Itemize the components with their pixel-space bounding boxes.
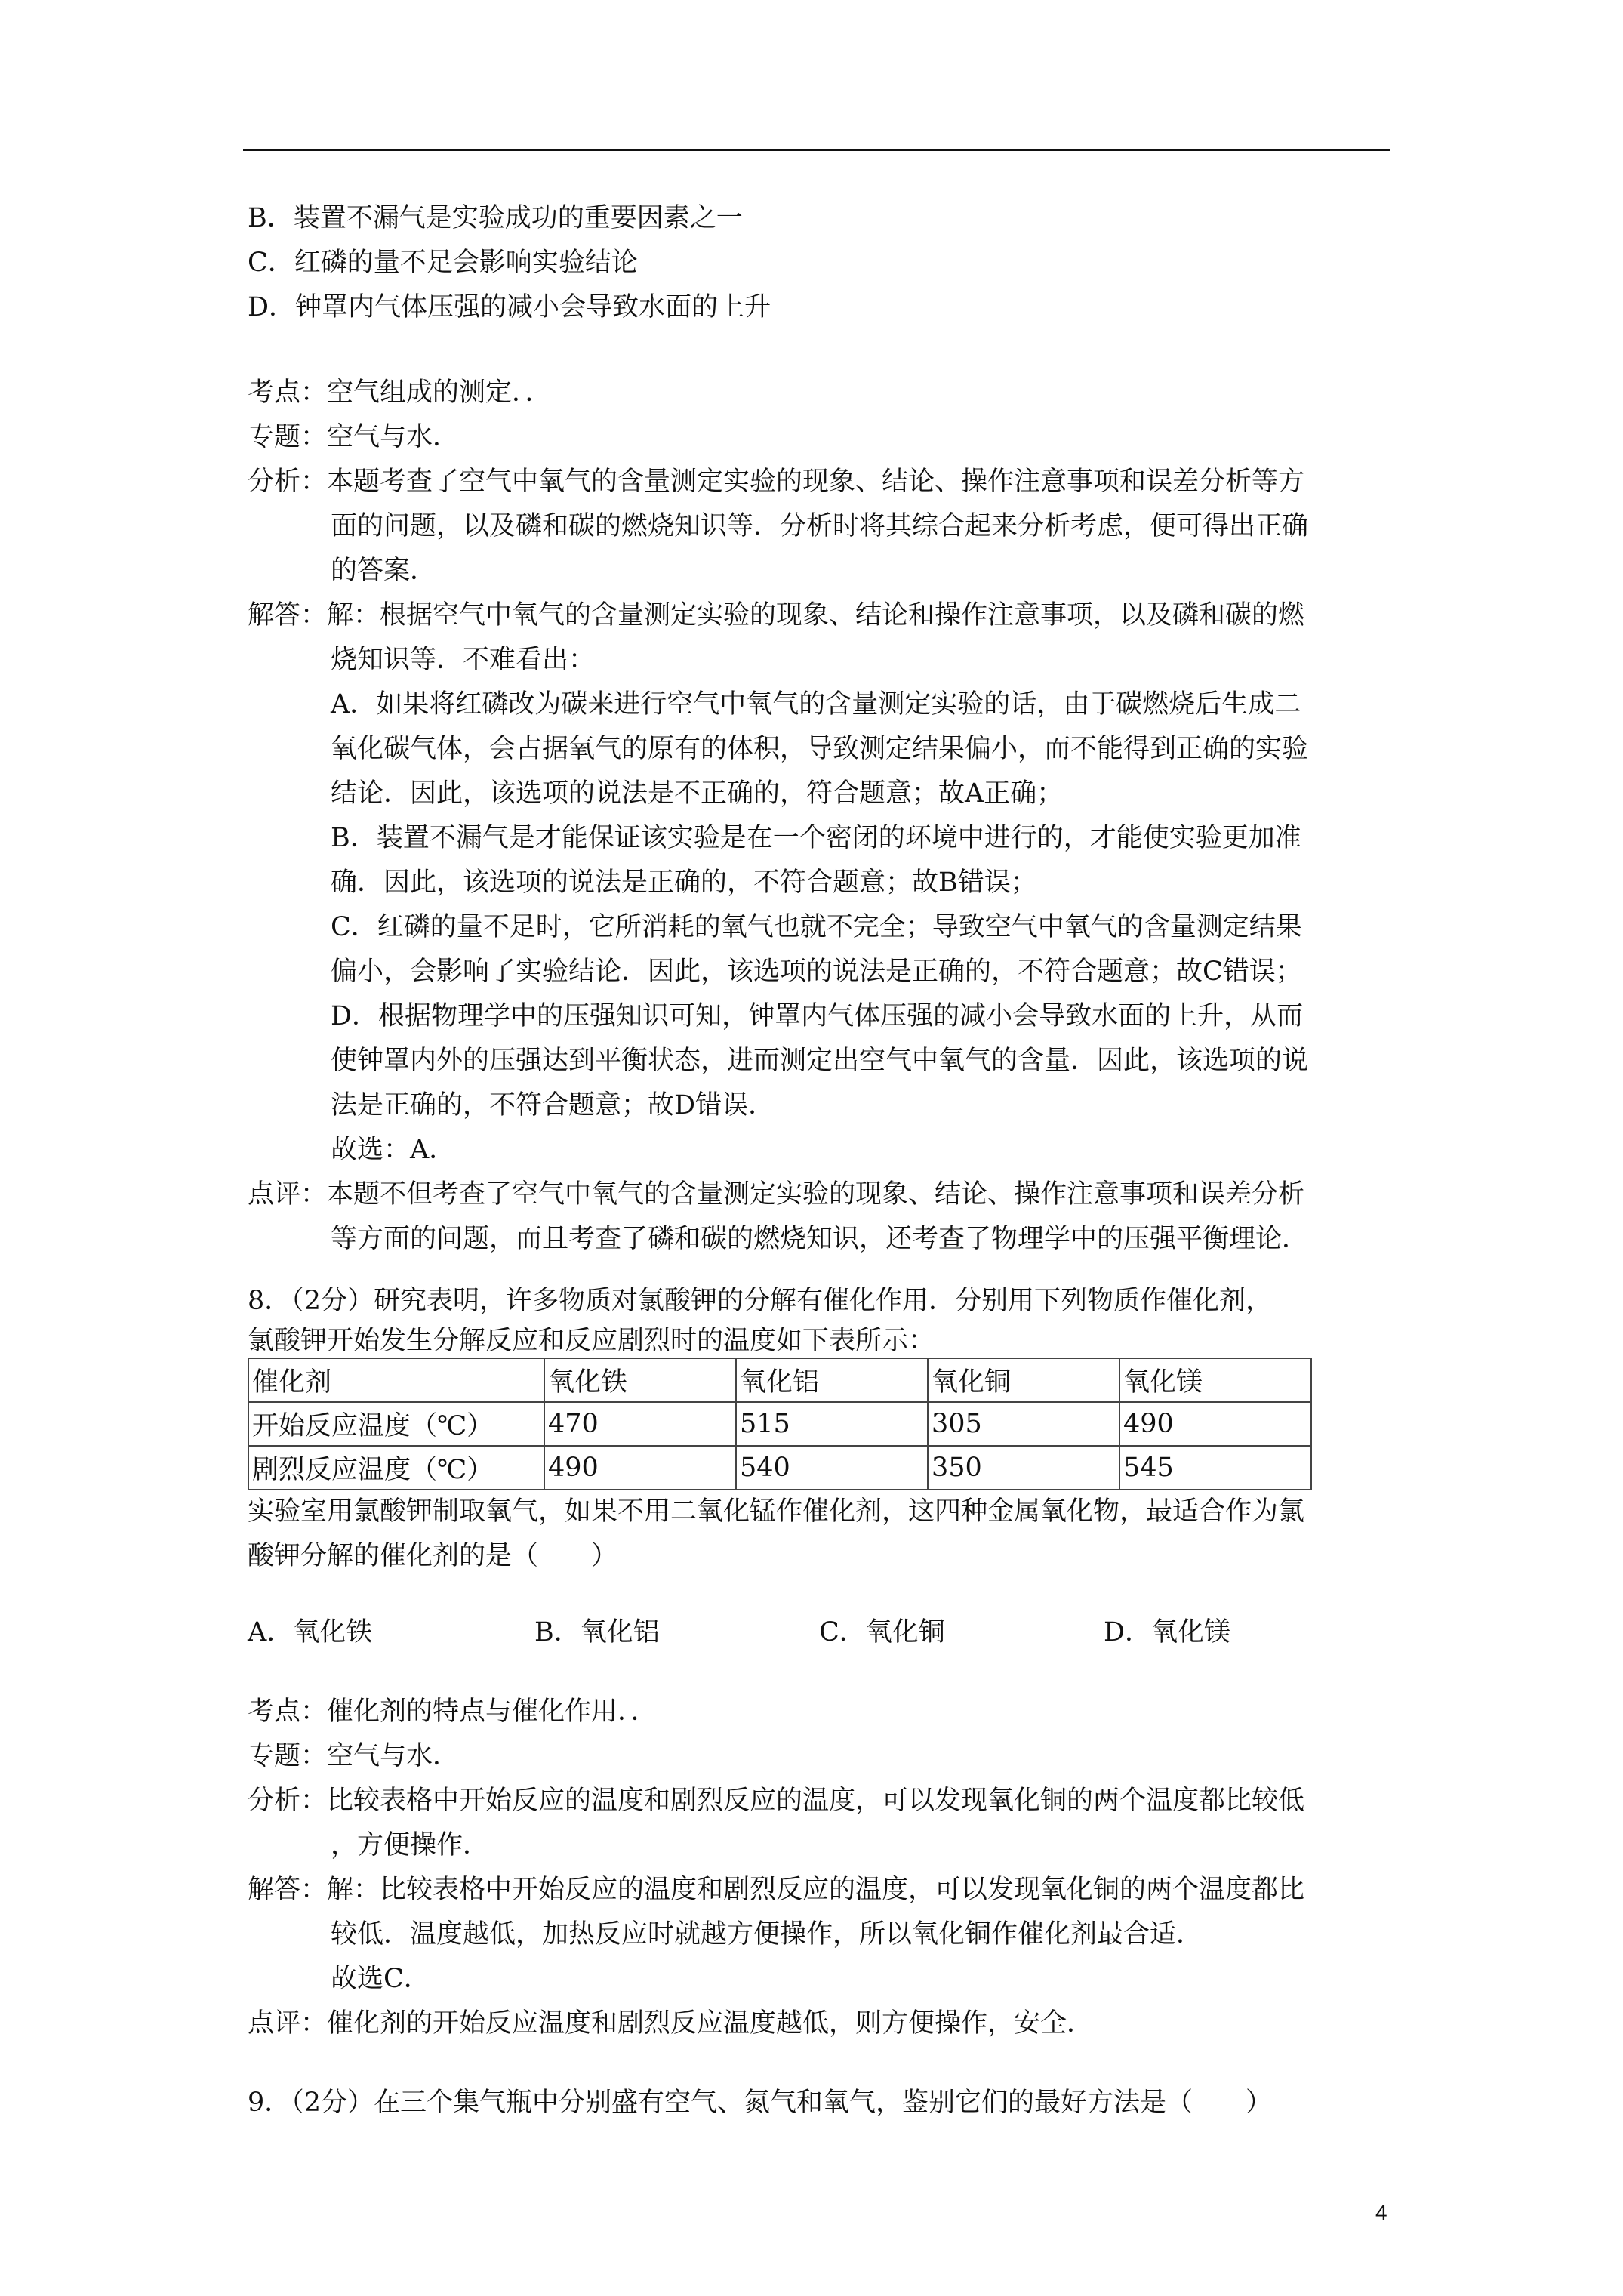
table-header-cell: 氧化铜 [928, 1358, 1119, 1402]
q7-jieda-line: 故选：A． [331, 1135, 456, 1165]
table-cell: 305 [928, 1402, 1119, 1446]
q8-jieda-line: 解答：解：比较表格中开始反应的温度和剧烈反应的温度，可以发现氧化铜的两个温度都比 [248, 1875, 1305, 1905]
q8-question-line: 实验室用氯酸钾制取氧气，如果不用二氧化锰作催化剂，这四种金属氧化物，最适合作为氯 [248, 1496, 1305, 1527]
table-header-cell: 氧化镁 [1119, 1358, 1311, 1402]
table-cell: 545 [1119, 1446, 1311, 1490]
q8-option-c: C．氧化铜 [819, 1617, 945, 1647]
q8-dianping: 点评：催化剂的开始反应温度和剧烈反应温度越低，则方便操作，安全． [248, 2008, 1094, 2039]
q8-kaodian: 考点：催化剂的特点与催化作用．． [248, 1697, 658, 1727]
q8-option-d: D．氧化镁 [1104, 1617, 1231, 1647]
table-cell: 490 [544, 1446, 736, 1490]
q7-jieda-line: C．红磷的量不足时，它所消耗的氧气也就不完全；导致空气中氧气的含量测定结果 [331, 912, 1302, 942]
q7-option-d: D．钟罩内气体压强的减小会导致水面的上升 [248, 292, 771, 322]
q7-jieda-line: 法是正确的，不符合题意；故D错误． [331, 1090, 775, 1120]
q7-jieda-line: 结论．因此，该选项的说法是不正确的，符合题意；故A正确； [331, 778, 1064, 809]
table-row [248, 1446, 1311, 1490]
q7-jieda-line: 确．因此，该选项的说法是正确的，不符合题意；故B错误； [331, 868, 1037, 898]
q7-jieda-line: 解答：解：根据空气中氧气的含量测定实验的现象、结论和操作注意事项，以及磷和碳的燃 [248, 600, 1305, 630]
q7-option-b: B．装置不漏气是实验成功的重要因素之一 [248, 203, 743, 233]
q7-dianping-line: 点评：本题不但考查了空气中氧气的含量测定实验的现象、结论、操作注意事项和误差分析 [248, 1179, 1305, 1210]
q7-fenxi-line: 分析：本题考查了空气中氧气的含量测定实验的现象、结论、操作注意事项和误差分析等方 [248, 467, 1305, 497]
q8-zhuanti: 专题：空气与水． [248, 1741, 460, 1771]
q7-dianping-line: 等方面的问题，而且考查了磷和碳的燃烧知识，还考查了物理学中的压强平衡理论． [331, 1224, 1309, 1254]
table-cell: 470 [544, 1402, 736, 1446]
q9-stem: 9．（2分）在三个集气瓶中分别盛有空气、氮气和氧气，鉴别它们的最好方法是（ ） [248, 2088, 1273, 2118]
q7-jieda-line: 偏小，会影响了实验结论．因此，该选项的说法是正确的，不符合题意；故C错误； [331, 957, 1302, 987]
table-cell: 490 [1119, 1402, 1311, 1446]
page-number: 4 [1375, 2201, 1387, 2224]
table-row [248, 1402, 1311, 1446]
q7-jieda-line: A．如果将红磷改为碳来进行空气中氧气的含量测定实验的话，由于碳燃烧后生成二 [331, 689, 1301, 720]
table-cell: 开始反应温度（℃） [248, 1402, 544, 1446]
catalyst-table [248, 1358, 1312, 1490]
q8-stem-line: 氯酸钾开始发生分解反应和反应剧烈时的温度如下表所示： [248, 1326, 935, 1356]
q7-jieda-line: 烧知识等．不难看出： [331, 645, 596, 675]
q8-fenxi-line: 分析：比较表格中开始反应的温度和剧烈反应的温度，可以发现氧化铜的两个温度都比较低 [248, 1786, 1305, 1816]
q7-option-c: C．红磷的量不足会影响实验结论 [248, 248, 638, 278]
q8-jieda-line: 较低．温度越低，加热反应时就越方便操作，所以氧化铜作催化剂最合适． [331, 1919, 1203, 1949]
q7-jieda-line: D．根据物理学中的压强知识可知，钟罩内气体压强的减小会导致水面的上升，从而 [331, 1001, 1304, 1031]
q8-option-b: B．氧化铝 [534, 1617, 660, 1647]
q7-jieda-line: 使钟罩内外的压强达到平衡状态，进而测定出空气中氧气的含量．因此，该选项的说 [331, 1046, 1309, 1076]
table-header-cell: 氧化铁 [544, 1358, 736, 1402]
q8-question-line: 酸钾分解的催化剂的是（ ） [248, 1541, 618, 1571]
q7-zhuanti: 专题：空气与水． [248, 422, 460, 452]
q7-fenxi-line: 面的问题，以及磷和碳的燃烧知识等．分析时将其综合起来分析考虑，便可得出正确 [331, 511, 1309, 541]
q8-jieda-line: 故选C． [331, 1964, 430, 1994]
table-cell: 540 [736, 1446, 928, 1490]
table-cell: 剧烈反应温度（℃） [248, 1446, 544, 1490]
q7-kaodian: 考点：空气组成的测定．． [248, 378, 552, 408]
table-cell: 350 [928, 1446, 1119, 1490]
q7-fenxi-line: 的答案． [331, 556, 437, 586]
q8-stem-line: 8．（2分）研究表明，许多物质对氯酸钾的分解有催化作用．分别用下列物质作催化剂， [248, 1286, 1273, 1316]
table-header-cell: 氧化铝 [736, 1358, 928, 1402]
q8-fenxi-line: ，方便操作． [331, 1830, 490, 1860]
q7-jieda-line: 氧化碳气体，会占据氧气的原有的体积，导致测定结果偏小，而不能得到正确的实验 [331, 734, 1309, 764]
table-header-row [248, 1358, 1311, 1402]
table-header-cell: 催化剂 [248, 1358, 544, 1402]
header-rule [243, 149, 1390, 151]
q8-option-a: A．氧化铁 [248, 1617, 373, 1647]
q7-jieda-line: B．装置不漏气是才能保证该实验是在一个密闭的环境中进行的，才能使实验更加准 [331, 823, 1301, 853]
table-cell: 515 [736, 1402, 928, 1446]
